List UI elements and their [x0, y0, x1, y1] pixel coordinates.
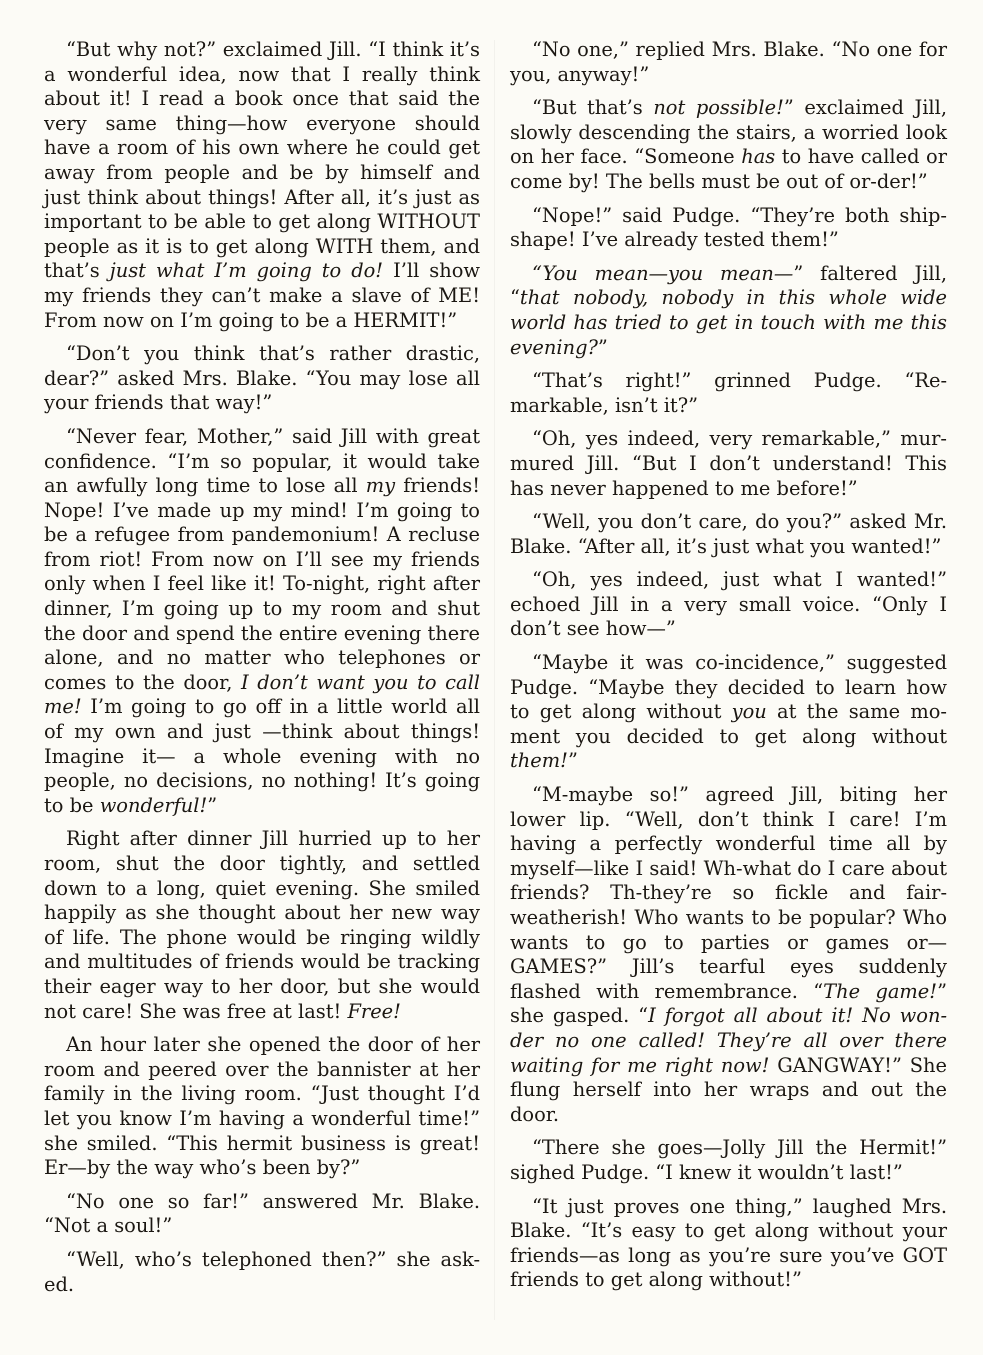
paragraph: [44, 827, 480, 1024]
italic-run: just what I’m going to do!: [109, 259, 384, 283]
italic-run: has: [741, 145, 776, 169]
text-run: to have called or come by! The bells must be out of or-der!”: [510, 145, 947, 193]
paragraph: [44, 1248, 480, 1297]
paragraph: [44, 38, 480, 333]
text-run: GANGWAY!” She flung herself into her wraps and out the door.: [510, 1053, 947, 1126]
italic-run: them!: [510, 749, 568, 773]
text-run: “No one so far!” answered Mr. Blake. “Not a soul!”: [44, 1189, 480, 1238]
italic-run: wonderful!: [99, 793, 208, 817]
text-run: ” exclaimed Jill, slowly descending the stairs, a worried look on her face. “Someone: [510, 96, 947, 169]
text-run: “It just proves one thing,” laughed Mrs. Blake. “It’s easy to get along without your friends—as long as you’re sure you’ve GOT friends to get along without!”: [510, 1194, 947, 1292]
text-run: I’m going to go off in a little world all of my own and just —think about things! Imagine it— a whole evening with no people, no decisions, no nothing! It’s going to be: [44, 695, 480, 817]
text-run: “Well, you don’t care, do you?” asked Mr. Blake. “After all, it’s just what you wanted!”: [510, 510, 947, 558]
text-run: “No one,” replied Mrs. Blake. “No one for you, anyway!”: [510, 38, 947, 86]
paragraph: [44, 342, 480, 416]
paragraph: [44, 1190, 480, 1239]
italic-run: that nobody, nobody in this whole wide world has tried to get in touch with me this evening?: [510, 286, 947, 359]
text-run: ”: [597, 335, 608, 359]
italic-run: The game!: [823, 979, 938, 1003]
text-run: ”: [567, 749, 578, 773]
column-gutter: [494, 40, 495, 1320]
text-run: “Maybe it was co-incidence,” suggested Pudge. “Maybe they decided to learn how to get along without: [510, 651, 947, 724]
text-run: ”: [207, 793, 218, 817]
text-run: “That’s right!” grinned Pudge. “Re-markable, isn’t it?”: [510, 369, 947, 417]
text-run: “Never fear, Mother,” said Jill with great confidence. “I’m so popular, it would take an awfully long time to lose all: [44, 424, 480, 498]
text-run: Right after dinner Jill hurried up to her room, shut the door tightly, and settled down to a long, quiet evening. She smiled happily as she thought about her new way of life. The phone would be ringing wildly and multitudes of friends would be tracking their eager way to her door, but she would not care! She was free at last!: [44, 827, 480, 1023]
text-run: I’ll show my friends they can’t make a slave of ME! From now on I’m going to be a HERMIT!”: [44, 259, 480, 332]
italic-run: Free!: [347, 999, 401, 1023]
text-run: “Oh, yes indeed, just what I wanted!” echoed Jill in a very small voice. “Only I don’t see how—”: [510, 568, 947, 641]
left-column: [44, 38, 480, 1297]
text-run: at the same mo-ment you decided to get along without: [510, 700, 947, 748]
italic-run: not possible!: [653, 96, 784, 120]
paragraph: [510, 96, 947, 194]
text-run: “Don’t you think that’s rather drastic, dear?” asked Mrs. Blake. “You may lose all your friends that way!”: [44, 342, 480, 415]
right-column: [510, 38, 947, 1293]
paragraph: [510, 1136, 947, 1185]
text-run: ” she gasped. “: [510, 979, 947, 1028]
paragraph: [510, 783, 947, 1127]
italic-run: “You mean—you mean—: [532, 261, 794, 285]
paragraph: [510, 262, 947, 360]
paragraph: [510, 38, 947, 87]
italic-run: I don’t want you to call me!: [44, 670, 480, 719]
text-run: “But that’s: [532, 96, 654, 120]
paragraph: [44, 425, 480, 819]
text-run: “There she goes—Jolly Jill the Hermit!” sighed Pudge. “I knew it wouldn’t last!”: [510, 1136, 947, 1184]
text-run: ” faltered Jill, “: [510, 261, 947, 310]
italic-run: my: [365, 474, 396, 498]
paragraph: [510, 510, 947, 559]
text-run: “Oh, yes indeed, very remarkable,” mur-mured Jill. “But I don’t understand! This has never happened to me before!”: [510, 427, 947, 500]
italic-run: I forgot all about it! No won-der no one called! They’re all over there waiting for me right now!: [510, 1004, 947, 1077]
text-run: “Nope!” said Pudge. “They’re both ship-shape! I’ve already tested them!”: [510, 203, 947, 252]
text-run: “Well, who’s telephoned then?” she ask-ed.: [44, 1247, 480, 1296]
paragraph: [510, 369, 947, 418]
paragraph: [510, 568, 947, 642]
paragraph: [510, 651, 947, 774]
text-run: “But why not?” exclaimed Jill. “I think it’s a wonderful idea, now that I really think about it! I read a book once that said the very same thing—how everyone should have a room of his own where he could get away from people and be by himself and just think about things! After all, it’s just as important to be able to get along WITHOUT people as it is to get along WITH them, and that’s: [44, 38, 480, 283]
paragraph: [44, 1033, 480, 1181]
paragraph: [510, 427, 947, 501]
text-run: “M-maybe so!” agreed Jill, biting her lower lip. “Well, don’t think I care! I’m having a perfectly wonderful time all by myself—like I said! Wh-what do I care about friends? Th-they’re so fickle and fair-weatherish! Who wants to be popular? Who wants to go to parties or games or— GAMES?” Jill’s tearful eyes suddenly flashed with remembrance. “: [510, 783, 947, 1003]
paragraph: [510, 1195, 947, 1293]
italic-run: you: [731, 700, 767, 724]
paragraph: [510, 204, 947, 253]
text-run: friends! Nope! I’ve made up my mind! I’m going to be a refugee from pandemonium! A recluse from riot! From now on I’ll see my friends only when I feel like it! To-night, right after dinner, I’m going up to my room and shut the door and spend the entire evening there alone, and no matter who telephones or comes to the door,: [44, 474, 480, 694]
text-run: An hour later she opened the door of her room and peered over the bannister at her family in the living room. “Just thought I’d let you know I’m having a wonderful time!” she smiled. “This hermit business is great! Er—by the way who’s been by?”: [44, 1033, 480, 1180]
